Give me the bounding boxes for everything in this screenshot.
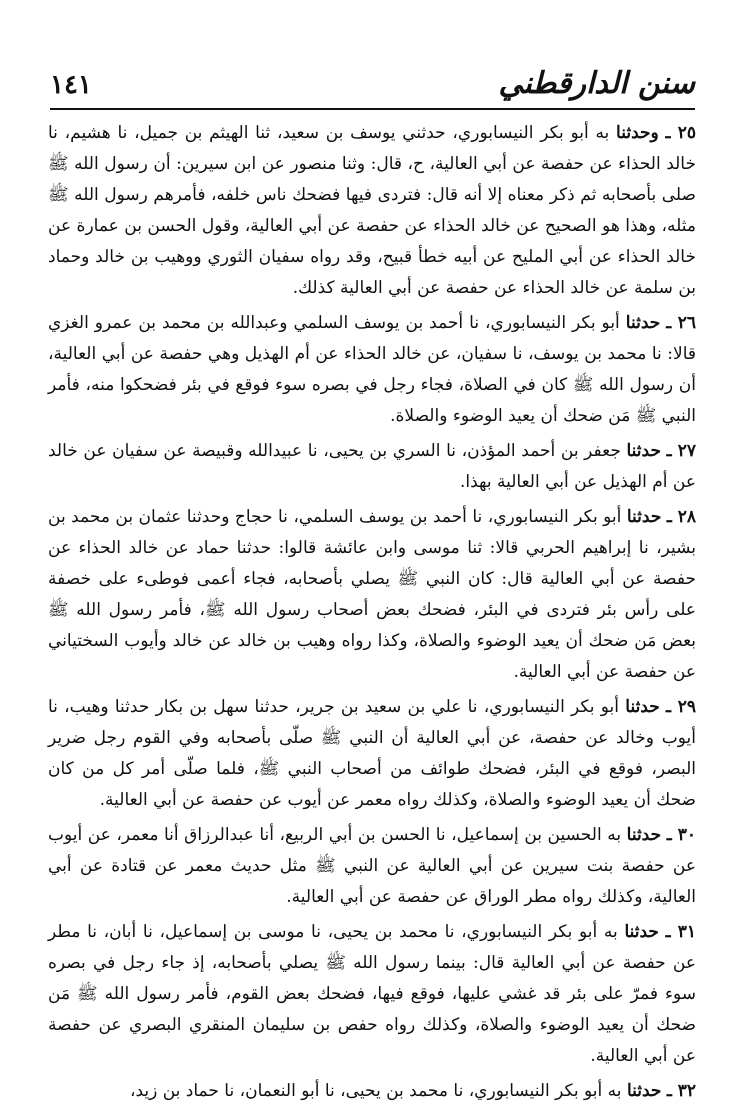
hadith-number: ٣٠ ـ xyxy=(666,825,697,845)
hadith-number: ٢٥ ـ xyxy=(665,123,696,143)
hadith-paragraph xyxy=(48,692,696,816)
hadith-lead-word: حدثنا xyxy=(626,441,661,461)
page-number: ١٤١ xyxy=(50,70,92,100)
hadith-paragraph xyxy=(48,308,696,432)
hadith-paragraph xyxy=(48,436,696,498)
hadith-number: ٢٧ ـ xyxy=(666,441,696,461)
hadith-number: ٢٩ ـ xyxy=(666,697,697,717)
hadith-paragraph xyxy=(48,820,696,913)
hadith-number: ٢٦ ـ xyxy=(666,313,697,333)
hadith-text: أبو بكر النيسابوري، نا أحمد بن يوسف السلمي وعبدالله بن محمد بن عمرو الغزي قالا: نا محمد بن يوسف، نا سفيان، عن خالد الحذاء عن أم الهذيل وهي حفصة عن أبي العالية، أن رسول الله ﷺ كان في الصلاة، فجاء رجل في بصره سوء فوقع في بئر فضحكوا منه، فأمر النبي ﷺ مَن ضحك أن يعيد الوضوء والصلاة. xyxy=(48,313,696,426)
hadith-number: ٣١ ـ xyxy=(665,922,697,942)
hadith-lead-word: حدثنا xyxy=(625,697,660,717)
page-body xyxy=(48,118,696,1111)
hadith-text: أبو بكر النيسابوري، نا أحمد بن يوسف السلمي، نا حجاج وحدثنا عثمان بن محمد بن بشير، نا إبراهيم الحربي قالا: ثنا موسى وابن عائشة قالوا: حدثنا حماد عن خالد الحذاء عن حفصة عن أبي العالية قال: كان النبي ﷺ يصلي بأصحابه، فجاء أعمى فوطىء على خصفة على رأس بئر فتردى في البئر، فضحك بعض أصحاب رسول الله ﷺ، فأمر رسول الله ﷺ بعض مَن ضحك أن يعيد الوضوء والصلاة، وكذا رواه وهيب بن خالد عن خالد وأيوب السختياني عن حفصة عن أبي العالية. xyxy=(48,507,696,682)
hadith-paragraph xyxy=(48,917,696,1072)
hadith-lead-word: حدثنا xyxy=(626,1081,662,1101)
hadith-lead-word: وحدثنا xyxy=(616,123,659,143)
hadith-text: به أبو بكر النيسابوري، نا محمد بن يحيى، نا أبو النعمان، نا حماد بن زيد، xyxy=(129,1081,622,1101)
hadith-text: جعفر بن أحمد المؤذن، نا السري بن يحيى، نا عبيدالله وقبيصة عن سفيان عن خالد عن أم الهذيل عن أبي العالية بهذا. xyxy=(48,441,696,492)
hadith-number: ٣٢ ـ xyxy=(666,1081,696,1101)
hadith-lead-word: حدثنا xyxy=(624,922,659,942)
hadith-number: ٢٨ ـ xyxy=(666,507,697,527)
hadith-paragraph xyxy=(48,118,696,304)
hadith-text: به الحسين بن إسماعيل، نا الحسن بن أبي الربيع، أنا عبدالرزاق أنا معمر، عن أيوب عن حفصة بنت سيرين عن أبي العالية عن النبي ﷺ مثل حديث معمر عن قتادة عن أبي العالية، وكذلك رواه مطر الوراق عن حفصة عن أبي العالية. xyxy=(48,825,696,907)
hadith-paragraph xyxy=(48,1076,696,1107)
hadith-paragraph xyxy=(48,502,696,688)
running-title: سنن الدارقطني xyxy=(498,66,695,101)
hadith-lead-word: حدثنا xyxy=(626,825,662,845)
hadith-text: به أبو بكر النيسابوري، نا محمد بن يحيى، نا موسى بن إسماعيل، نا أبان، نا مطر عن حفصة عن أبي العالية قال: بينما رسول الله ﷺ يصلي بأصحابه، إذ جاء رجل في بصره سوء فمرّ على بئر قد غشي عليها، فوقع فيها، فضحك بعض القوم، فأمر رسول الله ﷺ مَن ضحك أن يعيد الوضوء والصلاة، وكذلك رواه حفص بن سليمان المنقري البصري عن حفصة عن أبي العالية. xyxy=(48,922,696,1066)
header-rule xyxy=(50,108,695,110)
hadith-text: أبو بكر النيسابوري، نا علي بن سعيد بن جرير، حدثنا سهل بن بكار حدثنا وهيب، نا أيوب وخالد عن حفصة، عن أبي العالية أن النبي ﷺ صلّى بأصحابه وفي القوم رجل ضرير البصر، فوقع في البئر، فضحك طوائف من أصحاب النبي ﷺ، فلما صلّى أمر كل من كان ضحك أن يعيد الوضوء والصلاة، وكذلك رواه معمر عن أيوب عن حفصة عن أبي العالية. xyxy=(48,697,696,810)
hadith-lead-word: حدثنا xyxy=(626,507,662,527)
hadith-lead-word: حدثنا xyxy=(625,313,661,333)
page-header xyxy=(50,66,695,106)
hadith-text: به أبو بكر النيسابوري، حدثني يوسف بن سعيد، ثنا الهيثم بن جميل، نا هشيم، نا خالد الحذاء عن حفصة عن أبي العالية، ح، قال: وثنا منصور عن ابن سيرين: أن رسول الله ﷺ صلى بأصحابه ثم ذكر معناه إلا أنه قال: فتردى فيها فضحك ناس خلفه، فأمرهم رسول الله ﷺ مثله، وهذا هو الصحيح عن خالد الحذاء عن حفصة عن أبي العالية، وقول الحسن بن عمارة عن خالد الحذاء عن أبي المليح عن أبيه خطأ قبيح، وقد رواه سفيان الثوري ووهيب بن خالد وحماد بن سلمة عن خالد الحذاء عن حفصة عن أبي العالية كذلك. xyxy=(48,123,696,298)
